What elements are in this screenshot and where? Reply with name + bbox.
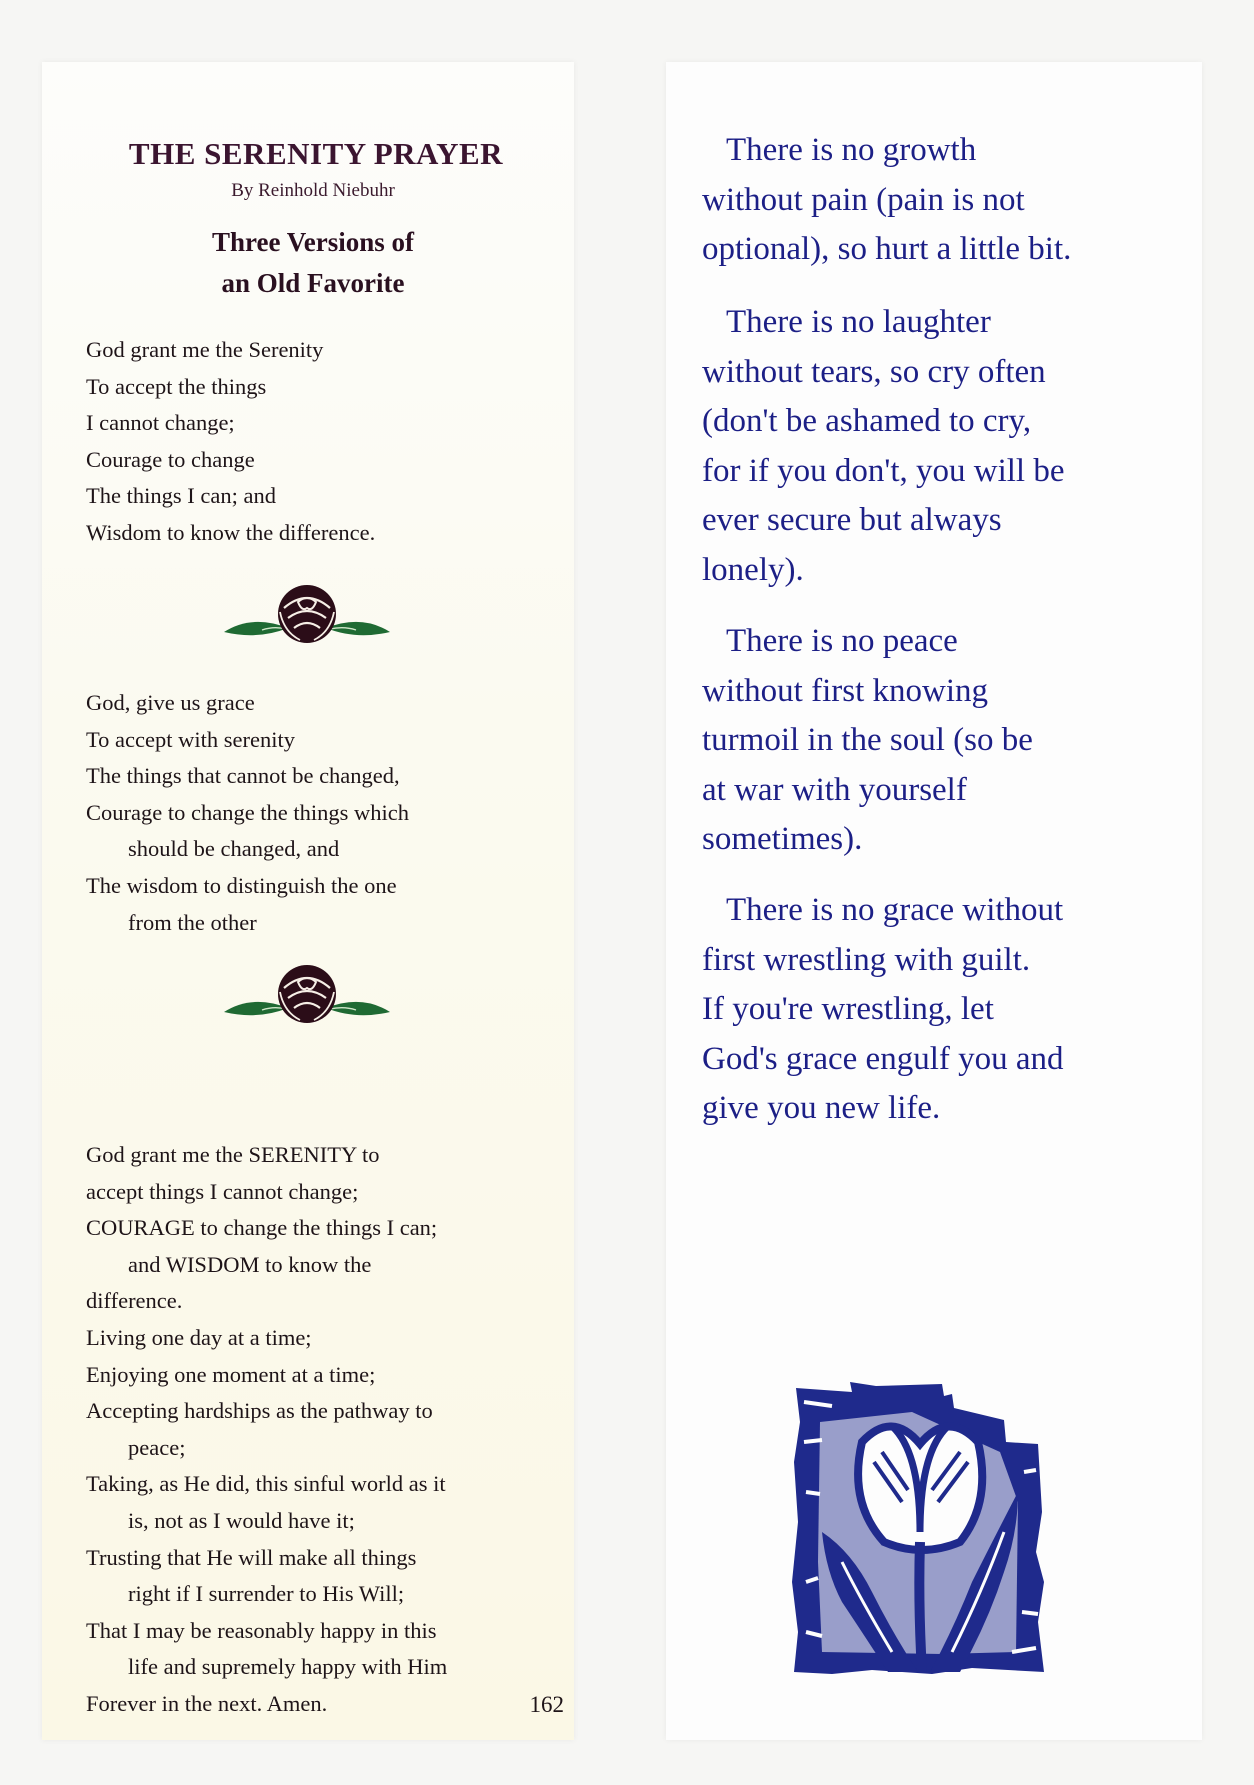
paragraph-line: If you're wrestling, let [702,991,994,1027]
verse-line: God grant me the Serenity [86,337,324,362]
prayer-title: THE SERENITY PRAYER [128,136,504,171]
rose-icon [222,582,392,654]
verse-line: Forever in the next. Amen. [86,1690,328,1716]
verse-line: Trusting that He will make all things [86,1544,417,1570]
prayer-version-3 [86,1137,556,1723]
verse-line: The things I can; and [86,483,276,509]
verse-line: The things that cannot be changed, [86,763,400,789]
verse-line: Enjoying one moment at a time; [86,1361,376,1387]
paragraph-line: give you new life. [702,1090,941,1126]
verse-line: accept things I cannot change; [86,1178,359,1204]
paragraph-line: God's grace engulf you and [702,1040,1064,1077]
prayer-version-2 [86,685,556,941]
verse-line: Living one day at a time; [86,1324,312,1350]
verse-line: Taking, as He did, this sinful world as it [86,1471,446,1497]
paragraph-line: without pain (pain is not [702,181,1025,218]
paragraph-grace [702,886,1202,1134]
verse-line: Courage to change the things which [86,799,410,825]
paragraph-line: turmoil in the soul (so be [702,722,1033,758]
paragraph-line: optional), so hurt a little bit. [702,231,1072,267]
paragraph-line: ever secure but always [702,502,1002,538]
verse-line: To accept the things [86,373,267,399]
verse-line: Accepting hardships as the pathway to [86,1398,433,1424]
paragraph-line: at war with yourself [702,771,967,808]
paragraph-line: There is no growth [726,132,977,168]
paragraph-growth [702,126,1202,275]
paragraph-line: without tears, so cry often [702,353,1046,390]
verse-line: To accept with serenity [86,726,295,752]
paragraph-line: (don't be ashamed to cry, [702,403,1032,439]
verse-line: right if I surrender to His Will; [128,1581,405,1607]
paragraph-laughter [702,298,1202,595]
verse-line: I cannot change; [86,410,235,436]
paragraph-line: for if you don't, you will be [702,452,1065,489]
verse-line: should be changed, and [128,836,340,862]
paragraph-line: There is no laughter [726,304,991,340]
verse-line: God, give us grace [86,690,255,715]
paragraph-line: There is no peace [726,623,958,659]
tulip-woodcut-icon [792,1382,1046,1676]
prayer-author: By Reinhold Niebuhr [231,180,395,201]
prayer-version-1 [86,332,556,552]
paragraph-peace [702,617,1202,865]
verse-line: is, not as I would have it; [128,1507,355,1533]
verse-line: COURAGE to change the things I can; [86,1215,438,1241]
verse-line: That I may be reasonably happy in this [86,1617,437,1643]
verse-line: Wisdom to know the difference. [86,519,376,545]
serenity-prayer-bookmark [42,62,574,1740]
verse-line: God grant me the SERENITY to [86,1142,380,1167]
subtitle-line: Three Versions of [211,227,414,257]
versions-subtitle [42,222,574,304]
verse-line: from the other [128,909,257,935]
verse-line: and WISDOM to know the [128,1251,372,1277]
paragraph-line: without first knowing [702,672,988,709]
paragraph-line: first wrestling with guilt. [702,941,1031,978]
verse-line: The wisdom to distinguish the one [86,872,397,898]
verse-line: Courage to change [86,446,255,472]
rose-icon [222,962,392,1034]
verse-line: peace; [128,1434,186,1460]
verse-line: life and supremely happy with Him [128,1654,448,1680]
subtitle-line: an Old Favorite [221,268,405,298]
paragraph-line: There is no grace without [726,892,1064,928]
page-number: 162 [529,1692,564,1717]
verse-line: difference. [86,1288,183,1314]
paragraph-line: sometimes). [702,821,863,857]
paragraph-line: lonely). [702,551,804,588]
inspiration-bookmark [666,62,1202,1740]
